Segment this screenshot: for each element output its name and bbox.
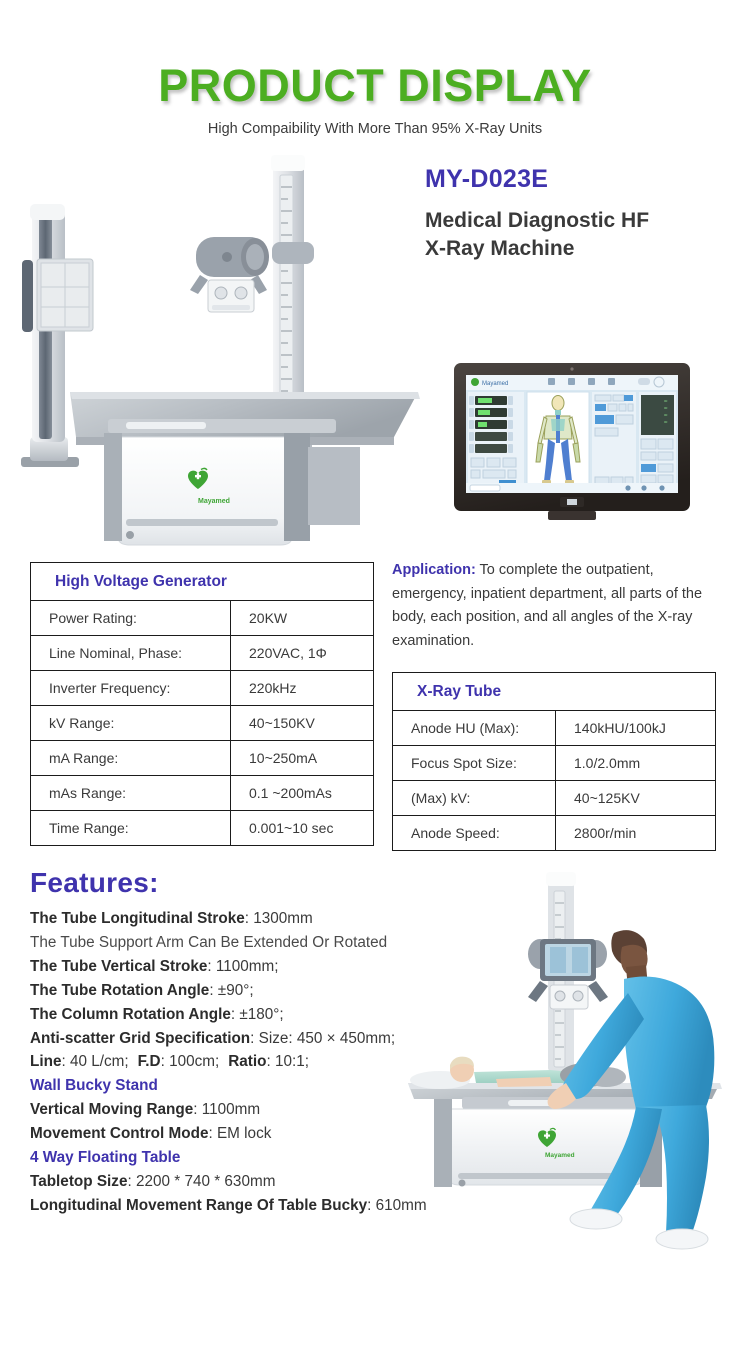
page-subtitle: High Compaibility With More Than 95% X-Ray Units	[207, 121, 543, 138]
feature-value: : 1300mm	[244, 910, 313, 928]
features-title: Features:	[30, 867, 159, 899]
feature-label: F.D	[137, 1053, 161, 1071]
feature-label: Longitudinal Movement Range Of Table Bucky	[30, 1196, 368, 1214]
table-row	[393, 781, 716, 816]
spec-label: Time Range:	[31, 811, 231, 846]
table-row	[31, 636, 374, 671]
spec-value: 20KW	[231, 601, 374, 636]
feature-label: Anti-scatter Grid Specification	[30, 1029, 251, 1047]
high-voltage-generator-table	[30, 562, 374, 846]
page-title: PRODUCT DISPLAY	[158, 60, 592, 111]
table-row	[31, 706, 374, 741]
table-row	[31, 776, 374, 811]
spec-label: Inverter Frequency:	[31, 671, 231, 706]
feature-subheading: Wall Bucky Stand	[30, 1077, 158, 1095]
svg-text:00: 00	[664, 413, 668, 418]
table-row	[31, 671, 374, 706]
tablet-console-photo	[452, 359, 692, 524]
feature-label: The Column Rotation Angle	[30, 1005, 231, 1023]
features-section	[0, 867, 750, 1217]
spec-value: 2800r/min	[556, 816, 716, 851]
feature-label: The Tube Support Arm Can Be Extended Or Rotated	[30, 934, 388, 952]
table-header-row	[393, 673, 716, 711]
application-paragraph	[392, 559, 722, 653]
product-name-line-2: X-Ray Machine	[425, 236, 575, 260]
page-header	[0, 0, 750, 137]
spec-value: 1.0/2.0mm	[556, 746, 716, 781]
spec-label: mA Range:	[31, 741, 231, 776]
spec-value: 10~250mA	[231, 741, 374, 776]
spec-value: 0.001~10 sec	[231, 811, 374, 846]
spec-label: Line Nominal, Phase:	[31, 636, 231, 671]
svg-text:00: 00	[664, 406, 668, 411]
feature-value: : 1100mm	[193, 1101, 261, 1119]
table-row	[393, 746, 716, 781]
spec-label: Anode HU (Max):	[393, 711, 556, 746]
product-name	[425, 207, 735, 262]
clinician-positioning-patient-photo	[400, 867, 750, 1259]
feature-label: Movement Control Mode	[30, 1124, 209, 1142]
console-logo-text: Mayamed	[482, 381, 509, 388]
spec-value: 40~150KV	[231, 706, 374, 741]
feature-label: Vertical Moving Range	[30, 1101, 194, 1119]
feature-value: : 610mm	[367, 1196, 427, 1214]
feature-value: : 10:1;	[266, 1053, 310, 1071]
feature-value: : ±180°;	[230, 1005, 284, 1023]
feature-label: Line	[30, 1053, 62, 1071]
application-text: To complete the outpatient, emergency, inpatient department, all parts of the body, each position, and all angles of the X-ray examination.	[392, 562, 703, 649]
svg-text:00: 00	[664, 399, 668, 404]
x-ray-machine-photo	[8, 147, 423, 547]
feature-subheading: 4 Way Floating Table	[30, 1148, 181, 1166]
spec-value: 220kHz	[231, 671, 374, 706]
spec-label: mAs Range:	[31, 776, 231, 811]
spec-value: 0.1 ~200mAs	[231, 776, 374, 811]
feature-label: The Tube Vertical Stroke	[30, 957, 208, 975]
spec-value: 140kHU/100kJ	[556, 711, 716, 746]
feature-label: Tabletop Size	[30, 1172, 128, 1190]
feature-label: The Tube Rotation Angle	[30, 981, 210, 999]
product-model: MY-D023E	[425, 165, 549, 194]
table-header-row	[31, 563, 374, 601]
generator-table-title: High Voltage Generator	[31, 563, 374, 601]
svg-text:00: 00	[664, 420, 668, 425]
table-logo-text: Mayamed	[198, 498, 230, 506]
spec-label: Power Rating:	[31, 601, 231, 636]
table-row	[31, 601, 374, 636]
table-row	[31, 811, 374, 846]
application-label: Application:	[392, 562, 476, 579]
feature-label: Ratio	[228, 1053, 267, 1071]
spec-value: 220VAC, 1Φ	[231, 636, 374, 671]
hero-section	[0, 137, 750, 557]
feature-value: : 1100mm;	[207, 957, 279, 975]
feature-value: : 100cm;	[160, 1053, 220, 1071]
feature-value: : Size: 450 × 450mm;	[250, 1029, 396, 1047]
table-row	[393, 816, 716, 851]
table-logo-text: Mayamed	[545, 1152, 575, 1160]
spec-value: 40~125KV	[556, 781, 716, 816]
feature-value: : 2200 * 740 * 630mm	[127, 1172, 276, 1190]
spec-label: Focus Spot Size:	[393, 746, 556, 781]
feature-value: : ±90°;	[209, 981, 254, 999]
feature-value: : EM lock	[208, 1124, 272, 1142]
feature-value: : 40 L/cm;	[61, 1053, 129, 1071]
product-name-line-1: Medical Diagnostic HF	[425, 209, 650, 233]
spec-label: Anode Speed:	[393, 816, 556, 851]
spec-label: (Max) kV:	[393, 781, 556, 816]
specifications-section	[0, 557, 750, 867]
floating-table-illustration	[70, 392, 420, 545]
product-info-block	[425, 165, 735, 262]
tube-table-title: X-Ray Tube	[393, 673, 716, 711]
table-row	[31, 741, 374, 776]
spec-label: kV Range:	[31, 706, 231, 741]
feature-label: The Tube Longitudinal Stroke	[30, 910, 245, 928]
table-row	[393, 711, 716, 746]
x-ray-tube-table	[392, 672, 716, 851]
